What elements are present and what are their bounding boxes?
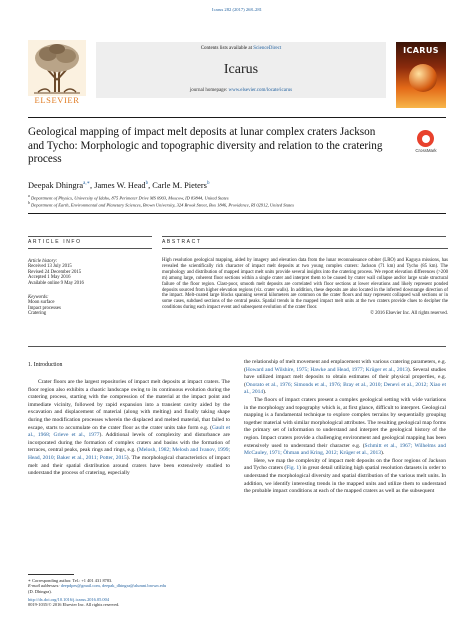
contents-prefix: Contents lists available at: [200, 46, 254, 51]
body-text: ). Additional levels of complexity and disturbance are incorporated during the formation of complex craters and basins with the formation of terraces, central peaks, peak rings and rings, e.g. (: [28, 432, 230, 454]
sciencedirect-link[interactable]: ScienceDirect: [253, 46, 282, 51]
abstract-heading-rule: [162, 248, 448, 249]
crossmark-label: CrossMark: [415, 148, 437, 153]
article-info-rule: [28, 236, 152, 237]
affiliation: [28, 194, 448, 201]
history-item: Revised 24 December 2015: [28, 269, 82, 275]
article-info-heading-rule: [28, 248, 152, 249]
author-affiliation-marks[interactable]: a,∗: [83, 181, 90, 186]
history-item: Accepted 1 May 2016: [28, 275, 71, 281]
body-text: ).: [380, 450, 385, 457]
email-link[interactable]: deepdpes@gmail.com, deepak_dhingra@alumni.brown.edu: [60, 583, 167, 589]
intro-paragraph: [244, 458, 446, 496]
history-item: Received 13 July 2015: [28, 264, 72, 269]
affiliation-mark: a: [28, 194, 30, 198]
doi-link[interactable]: http://dx.doi.org/10.1016/j.icarus.2016.05.004: [28, 597, 110, 602]
cover-title: ICARUS: [403, 46, 439, 55]
contents-line: [96, 46, 386, 51]
citation-link[interactable]: Gault et al., 1968; Grieve et al., 1977: [28, 424, 230, 439]
author-name[interactable]: James W. Head: [94, 180, 146, 190]
body-text: Crater floors are the largest repositories of impact melt deposits at impact craters. The floor region also exhibits a chaotic landscape owing to its continuous evolution during the cratering process, starting with the compression of the material at the impact point and immediate vicinity, followed by rapid expansion into a transient cavity aided by the excavation and displacement of material (along with melting) and finally taking shape during the modification processes wherein the displaced and melted material, that failed to escape, starts to accumulate on the crater floor as the crater units take form e.g. (: [28, 379, 230, 431]
abstract-column: [162, 239, 448, 317]
elsevier-logo[interactable]: [28, 40, 86, 110]
email-suffix: (D. Dhingra).: [28, 588, 52, 594]
elsevier-wordmark: ELSEVIER: [34, 95, 80, 105]
homepage-line: [96, 88, 386, 93]
author-affiliation-marks[interactable]: b: [206, 181, 210, 186]
footnote: [28, 578, 233, 594]
journal-header: [28, 40, 446, 110]
homepage-prefix: journal homepage:: [189, 88, 229, 93]
journal-homepage-link[interactable]: www.elsevier.com/locate/icarus: [228, 88, 293, 93]
citation-link[interactable]: Schmitt et al., 1967; Wilhelms and McCauley, 1971; Öhman and Kring, 2012; Krüger et al., 2013: [244, 442, 446, 457]
article-title: Geological mapping of impact melt deposits at lunar complex craters Jackson and Tycho: Morphologic and topographic diversity and relation to the cratering process: [28, 126, 383, 166]
article-info-heading: ARTICLE INFO: [28, 239, 82, 245]
body-text: ). The morphological characteristics of impact melt and their spatial distribution around craters have been extensively studied to understand the process of cratering, especially: [28, 454, 230, 477]
journal-cover-thumbnail[interactable]: [396, 42, 446, 108]
abstract-text: High resolution geological mapping, aided by imagery and elevation data from the lunar reconnaissance orbiter (LRO) and Kaguya missions, has revealed the scientifically rich character of impact melt deposits at two young complex craters: Jackson (71 km) and Tycho (85 km). The morphology and distribution of mapped impact melt units provide several insights into the cratering process. We report elevation differences (>200 m) among large, coherent floor sections within a single crater and interpret them to be caused by crater wall collapse and/or large scale structural failure of the floor region. Clast-poor, smooth melt deposits are correlated with floor sections at lower elevations and likely represent ponded deposits sourced from higher elevation regions (viz. crater walls). In addition, these deposits are also located in the inferred downrange direction of the impact. Melt-coated large blocks spanning several kilometers are common on the crater floors and may represent collapsed wall sections or in some cases, subdued sections of the central peaks. Spatial trends in the mapped impact melt units at the two craters provide clues to decipher the conditions during each impact event and subsequent evolution of the crater floor.: [162, 258, 448, 311]
corresponding-author-note: ∗ Corresponding author. Tel.: +1 401 431 8783.: [28, 578, 113, 583]
intro-left-paragraph: [28, 379, 230, 478]
citation-link[interactable]: Melosh, 1982; Melosh and Ivanov, 1999; Head, 2010; Baker et al., 2011; Potter, 2015: [28, 447, 230, 461]
intro-paragraph: [244, 359, 446, 397]
intro-paragraph: [244, 397, 446, 458]
journal-reference[interactable]: Icarus 282 (2017) 268–281: [212, 7, 262, 12]
author-name[interactable]: Carle M. Pieters: [152, 180, 207, 190]
figure-link[interactable]: Fig. 1: [286, 465, 300, 472]
author-affiliation-marks[interactable]: b: [145, 181, 149, 186]
body-text: ).: [263, 389, 267, 396]
body-text: ). Several studies have utilized impact melt deposits to obtain estimates of their physical properties, e.g. (: [244, 366, 446, 388]
body-text: The floors of impact craters present a complex geological setting with wide variations in the morphology and topography which is, at first glance, difficult to interpret. Geological mapping is a fundamental technique to explore complex terrains by sequentially grouping together material with similar morphological attributes. The resulting geological map forms the primary set of information to understand and interpret the geological history of the region. Impact craters provide a challenging environment and geological mapping has been extensively used to understand their character e.g. (: [244, 396, 446, 449]
affiliation-divider: [28, 213, 446, 214]
body-text: Here, we map the complexity of impact melt deposits on the floor regions of Jackson and Tycho craters (: [244, 457, 446, 472]
journal-masthead: [96, 42, 386, 98]
journal-title: Icarus: [223, 62, 259, 77]
citation-link[interactable]: Onorato et al., 1976; Simonds et al., 1976; Bray et al., 2010; Denevi et al., 2012; Xiao et al., 2014: [244, 381, 446, 396]
keyword-item: Moon surface: [28, 299, 55, 305]
affiliation-mark: b: [28, 201, 30, 205]
affiliation-text: Department of Earth, Environmental and Planetary Sciences, Brown University, 324 Brook Street, Box 1846, Providence, RI 02912, United States: [29, 202, 294, 208]
article-history-heading: Article history:: [28, 259, 58, 264]
abstract-bottom-rule: [28, 346, 446, 347]
footnote-rule: [28, 574, 74, 575]
crossmark-icon: [417, 130, 434, 147]
author-separator: ,: [90, 180, 95, 190]
abstract-rule: [162, 236, 446, 237]
issn-copyright: 0019-1035/© 2016 Elsevier Inc. All rights reserved.: [28, 602, 120, 608]
abstract-heading: ABSTRACT: [162, 239, 202, 245]
citation-link[interactable]: Howard and Wilshire, 1975; Hawke and Head, 1977; Krüger et al., 2013: [245, 366, 408, 373]
cover-planet-image: [409, 64, 437, 92]
body-text: ) in great detail utilizing high spatial resolution datasets in order to understand the morphological diversity and spatial distribution of the various melt units. In addition, we identify interesting trends in the mapped units and utilize them to understand the probable impact conditions at each of the mapped craters as well as the subsequent: [244, 465, 446, 495]
crossmark-button[interactable]: [404, 130, 452, 156]
keyword-item: Cratering: [28, 311, 47, 317]
article-info-column: [28, 239, 152, 317]
body-text: the relationship of melt movement and emplacement with various cratering parameters, e.g. (: [244, 359, 446, 373]
affiliation: [28, 201, 448, 208]
header-divider: [28, 117, 446, 118]
author-list: [28, 180, 448, 190]
author-name[interactable]: Deepak Dhingra: [28, 180, 84, 190]
affiliation-text: Department of Physics, University of Idaho, 875 Perimeter Drive MS 0903, Moscow, ID 83844, United States: [29, 195, 229, 201]
abstract-copyright: © 2016 Elsevier Inc. All rights reserved.: [370, 311, 448, 317]
author-separator: ,: [148, 180, 153, 190]
keyword-item: Impact processes: [28, 305, 61, 311]
introduction-heading: 1. Introduction: [28, 362, 63, 368]
doi-block: [28, 597, 278, 608]
keywords-heading: Keywords:: [28, 294, 49, 300]
email-label: E-mail addresses:: [28, 583, 61, 589]
history-item: Available online 9 May 2016: [28, 281, 84, 287]
intro-right-column: [244, 359, 446, 496]
elsevier-tree-icon: [28, 40, 86, 96]
